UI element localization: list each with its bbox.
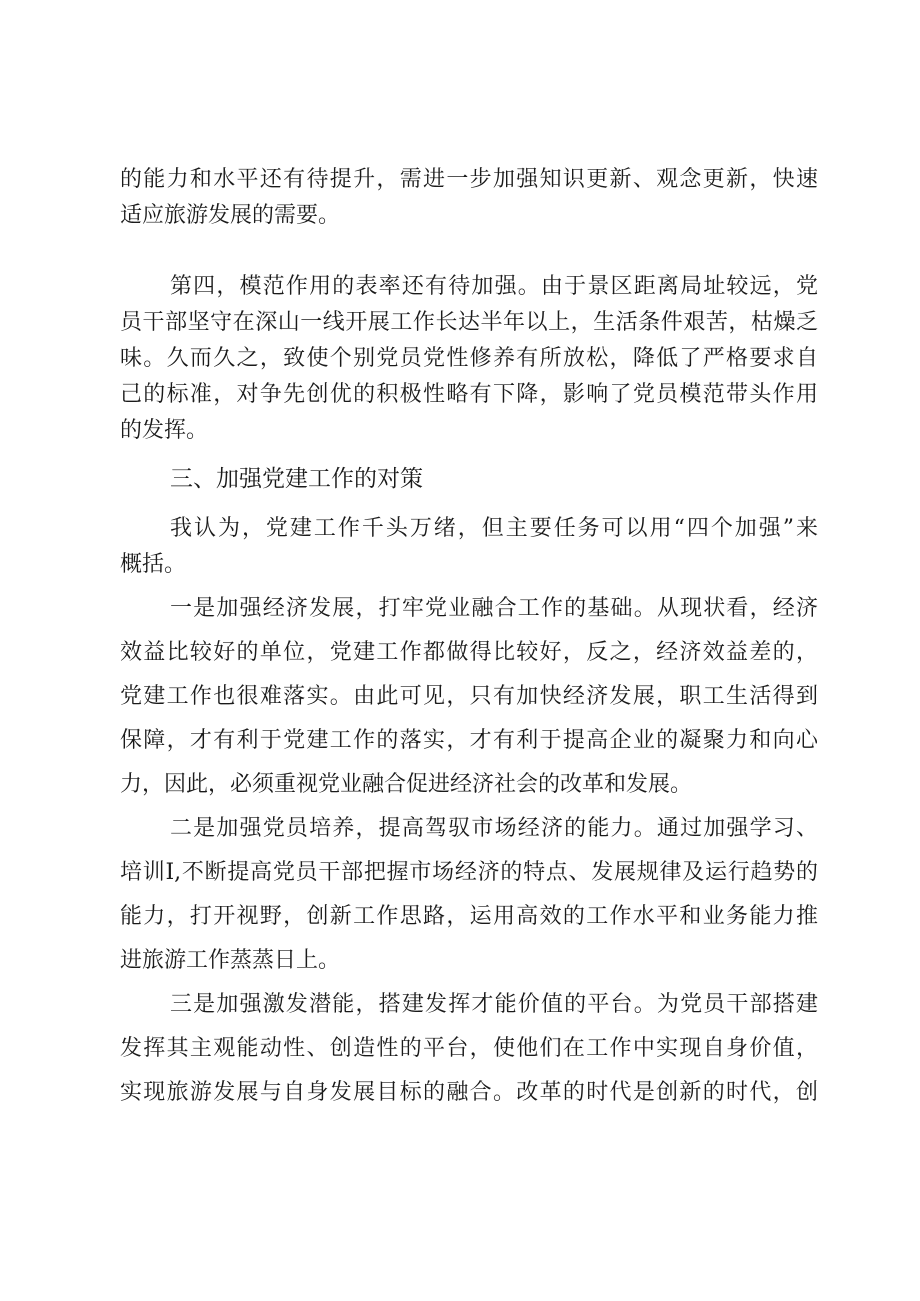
- text-line: 进旅游工作蒸蒸日上。: [120, 948, 341, 973]
- text-line: 发挥其主观能动性、创造性的平台，使他们在工作中实现自身价值，: [120, 1036, 818, 1061]
- paragraph-start-line: 二是加强党员培养，提高驾驭市场经济的能力。通过加强学习、: [170, 816, 818, 841]
- text-line: 效益比较好的单位，党建工作都做得比较好，反之，经济效益差的，: [120, 640, 818, 665]
- text-line: 实现旅游发展与自身发展目标的融合。改革的时代是创新的时代，创: [120, 1080, 818, 1105]
- paragraph-start-line: 一是加强经济发展，打牢党业融合工作的基础。从现状看，经济: [170, 596, 818, 621]
- text-line: 己的标准，对争先创优的积极性略有下降，影响了党员模范带头作用: [120, 382, 818, 407]
- text-line: 概括。: [120, 552, 187, 577]
- text-line: 的能力和水平还有待提升，需进一步加强知识更新、观念更新，快速: [120, 167, 818, 192]
- text-line: 保障，才有利于党建工作的落实，才有利于提高企业的凝聚力和向心: [120, 728, 818, 753]
- text-line: 能力，打开视野，创新工作思路，运用高效的工作水平和业务能力推: [120, 904, 818, 929]
- section-heading: 三、加强党建工作的对策: [170, 466, 423, 492]
- text-line: 适应旅游发展的需要。: [120, 203, 341, 228]
- paragraph-start-line: 我认为，党建工作千头万绪，但主要任务可以用“四个加强”来: [170, 516, 818, 541]
- text-line: 味。久而久之，致使个别党员党性修养有所放松，降低了严格要求自: [120, 346, 818, 371]
- text-line: 党建工作也很难落实。由此可见，只有加快经济发展，职工生活得到: [120, 684, 818, 709]
- text-line: 培训I,不断提高党员干部把握市场经济的特点、发展规律及运行趋势的: [120, 860, 818, 885]
- text-line: 力，因此，必须重视党业融合促进经济社会的改革和发展。: [120, 772, 693, 797]
- text-line: 的发挥。: [120, 418, 209, 443]
- text-line: 员干部坚守在深山一线开展工作长达半年以上，生活条件艰苦，枯燥乏: [120, 310, 818, 335]
- paragraph-start-line: 第四，模范作用的表率还有待加强。由于景区距离局址较远，党: [170, 274, 818, 299]
- paragraph-start-line: 三是加强激发潜能，搭建发挥才能价值的平台。为党员干部搭建: [170, 992, 818, 1017]
